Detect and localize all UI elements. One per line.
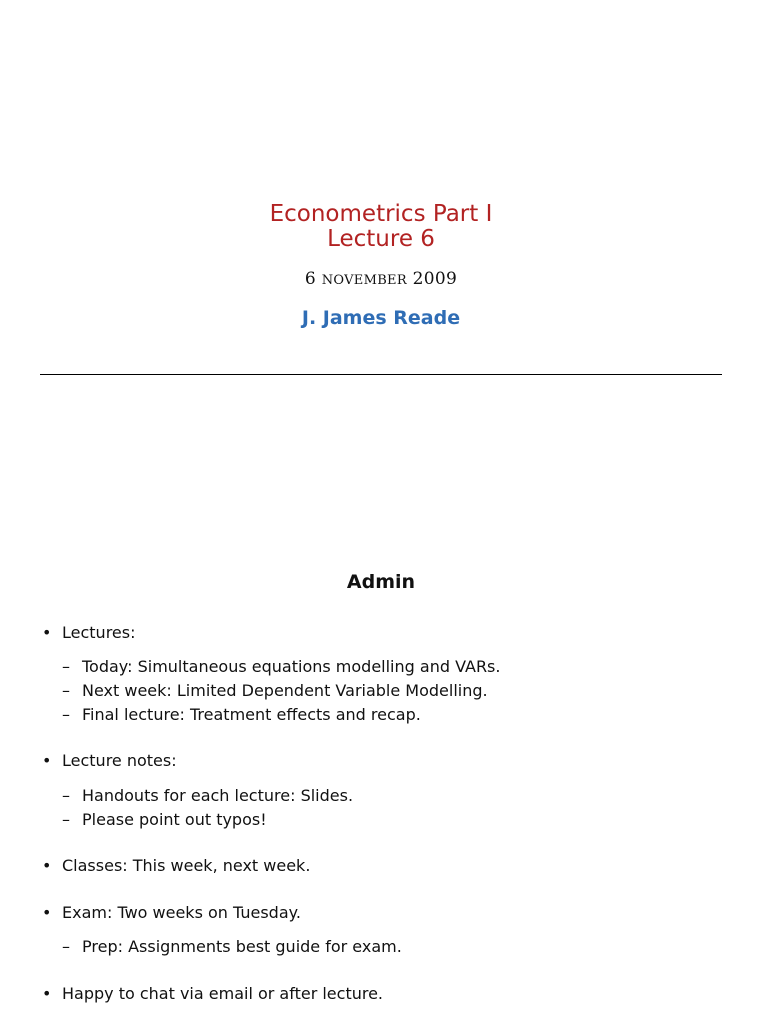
title-line-1: Econometrics Part I <box>269 201 493 227</box>
section-heading: Admin <box>346 571 416 593</box>
date-month: NOVEMBER <box>321 273 407 288</box>
bullet-icon: • <box>42 856 52 875</box>
list-item-text: Lecture notes: <box>62 751 177 770</box>
dash-icon: – <box>62 786 70 805</box>
document-title <box>0 202 762 252</box>
title-block <box>0 202 762 329</box>
dash-icon: – <box>62 657 70 676</box>
list-item-text: Exam: Two weeks on Tuesday. <box>62 903 301 922</box>
bullet-icon: • <box>42 751 52 770</box>
title-line-2: Lecture 6 <box>327 226 435 252</box>
sub-list-item-text: Please point out typos! <box>82 810 267 829</box>
list-item-text: Lectures: <box>62 623 136 642</box>
date-year: 2009 <box>412 269 458 289</box>
author: J. James Reade <box>301 307 461 329</box>
sub-list-item-text: Final lecture: Treatment effects and recap. <box>82 705 421 724</box>
date <box>0 269 762 291</box>
list-item-text: Classes: This week, next week. <box>62 856 311 875</box>
bullet-icon: • <box>42 623 52 642</box>
sub-list-item-text: Handouts for each lecture: Slides. <box>82 786 354 805</box>
list-item-text: Happy to chat via email or after lecture. <box>62 984 384 1003</box>
sub-list-item-text: Prep: Assignments best guide for exam. <box>82 937 402 956</box>
bullet-icon: • <box>42 903 52 922</box>
dash-icon: – <box>62 681 70 700</box>
bullet-icon: • <box>42 984 52 1003</box>
date-day: 6 <box>304 269 316 289</box>
horizontal-rule <box>40 374 722 375</box>
sub-list-item-text: Next week: Limited Dependent Variable Modelling. <box>82 681 488 700</box>
sub-list-item-text: Today: Simultaneous equations modelling and VARs. <box>82 657 501 676</box>
dash-icon: – <box>62 937 70 956</box>
dash-icon: – <box>62 810 70 829</box>
dash-icon: – <box>62 705 70 724</box>
